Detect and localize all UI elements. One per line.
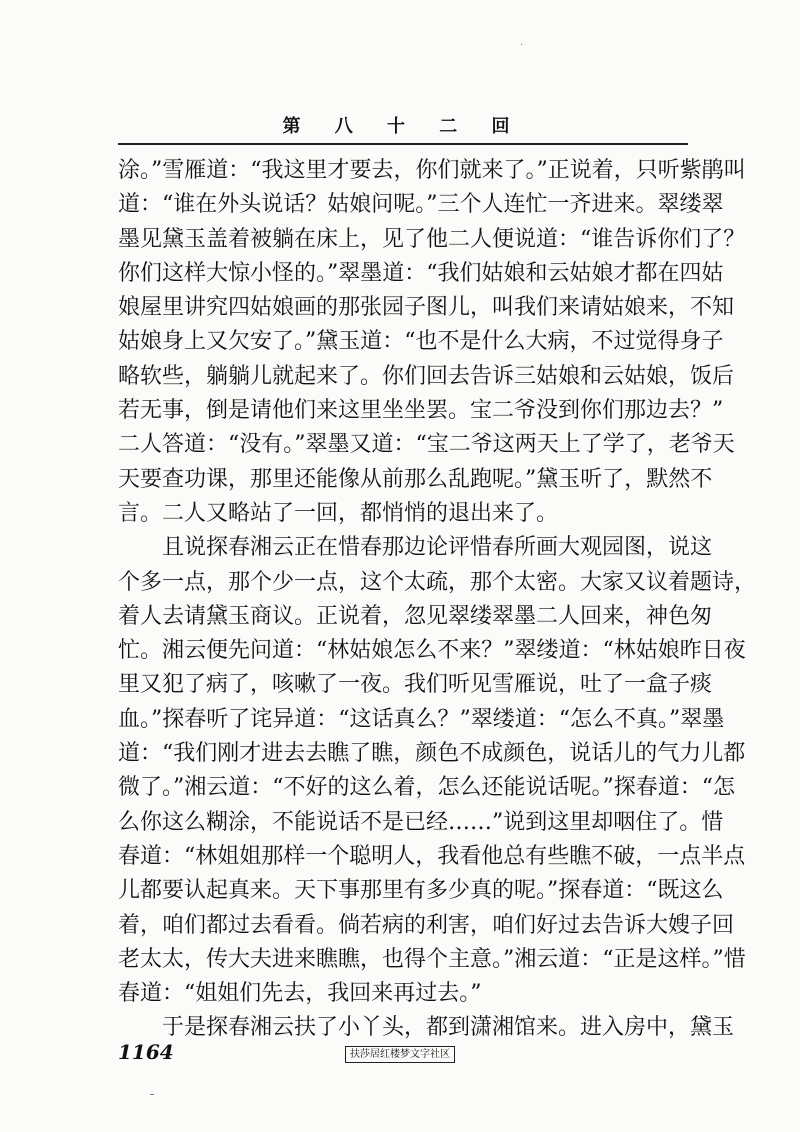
text-line: 且说探春湘云正在惜春那边论评惜春所画大观园图，说这 bbox=[118, 535, 713, 561]
text-line: 微了。”湘云道：“不好的这么着，怎么还能说话呢。”探春道：“怎 bbox=[118, 775, 735, 801]
text-line: 你们这样大惊小怪的。”翠墨道：“我们姑娘和云姑娘才都在四姑 bbox=[118, 260, 724, 286]
text-line: 于是探春湘云扶了小丫头，都到潇湘馆来。进入房中，黛玉 bbox=[118, 1015, 735, 1041]
text-line: 着人去请黛玉商议。正说着，忽见翠缕翠墨二人回来，神色匆 bbox=[118, 603, 713, 629]
text-line: 二人答道：“没有。”翠墨又道：“宝二爷这两天上了学了，老爷天 bbox=[118, 432, 735, 458]
text-line: 略软些，躺躺儿就起来了。你们回去告诉三姑娘和云姑娘，饭后 bbox=[118, 363, 735, 389]
text-line: 道：“我们刚才进去去瞧了瞧，颜色不成颜色，说话儿的气力儿都 bbox=[118, 741, 746, 767]
text-line: 道：“谁在外头说话？姑娘问呢。”三个人连忙一齐进来。翠缕翠 bbox=[118, 192, 724, 218]
text-line: 天要查功课，那里还能像从前那么乱跑呢。”黛玉听了，默然不 bbox=[118, 466, 713, 492]
text-line: 娘屋里讲究四姑娘画的那张园子图儿，叫我们来请姑娘来，不知 bbox=[118, 295, 735, 321]
text-line: 春道：“姐姐们先去，我回来再过去。” bbox=[118, 981, 482, 1007]
text-line: 言。二人又略站了一回，都悄悄的退出来了。 bbox=[118, 500, 559, 526]
text-line: 么你这么糊涂，不能说话不是已经……”说到这里却咽住了。惜 bbox=[118, 809, 724, 835]
text-line: 墨见黛玉盖着被躺在床上，见了他二人便说道：“谁告诉你们了？ bbox=[118, 226, 746, 252]
watermark-stamp: 扶莎居红楼梦文字社区 bbox=[345, 1046, 455, 1063]
text-line: 里又犯了病了，咳嗽了一夜。我们听见雪雁说，吐了一盒子痰 bbox=[118, 672, 713, 698]
text-line: 着，咱们都过去看看。倘若病的利害，咱们好过去告诉大嫂子回 bbox=[118, 912, 735, 938]
text-line: 姑娘身上又欠安了。”黛玉道：“也不是什么大病，不过觉得身子 bbox=[118, 329, 724, 355]
scan-speck: · bbox=[520, 40, 524, 51]
text-line: 个多一点，那个少一点，这个太疏，那个太密。大家又议着题诗， bbox=[118, 569, 757, 595]
text-line: 忙。湘云便先问道：“林姑娘怎么不来？”翠缕道：“林姑娘昨日夜 bbox=[118, 638, 746, 664]
chapter-header: 第 八 十 二 回 bbox=[282, 116, 524, 137]
text-line: 儿都要认起真来。天下事那里有多少真的呢。”探春道：“既这么 bbox=[118, 878, 724, 904]
text-line: 血。”探春听了诧异道：“这话真么？”翠缕道：“怎么不真。”翠墨 bbox=[118, 706, 725, 732]
text-line: 老太太，传大夫进来瞧瞧，也得个主意。”湘云道：“正是这样。”惜 bbox=[118, 946, 746, 972]
page-number: 1164 bbox=[118, 1040, 174, 1064]
body-text bbox=[118, 154, 757, 1046]
text-line: 若无事，倒是请他们来这里坐坐罢。宝二爷没到你们那边去？” bbox=[118, 398, 724, 424]
scan-speck: - bbox=[150, 1087, 155, 1101]
text-line: 春道：“林姐姐那样一个聪明人，我看他总有些瞧不破，一点半点 bbox=[118, 843, 746, 869]
text-line: 涂。”雪雁道：“我这里才要去，你们就来了。”正说着，只听紫鹃叫 bbox=[118, 158, 746, 183]
header-rule bbox=[118, 143, 688, 145]
